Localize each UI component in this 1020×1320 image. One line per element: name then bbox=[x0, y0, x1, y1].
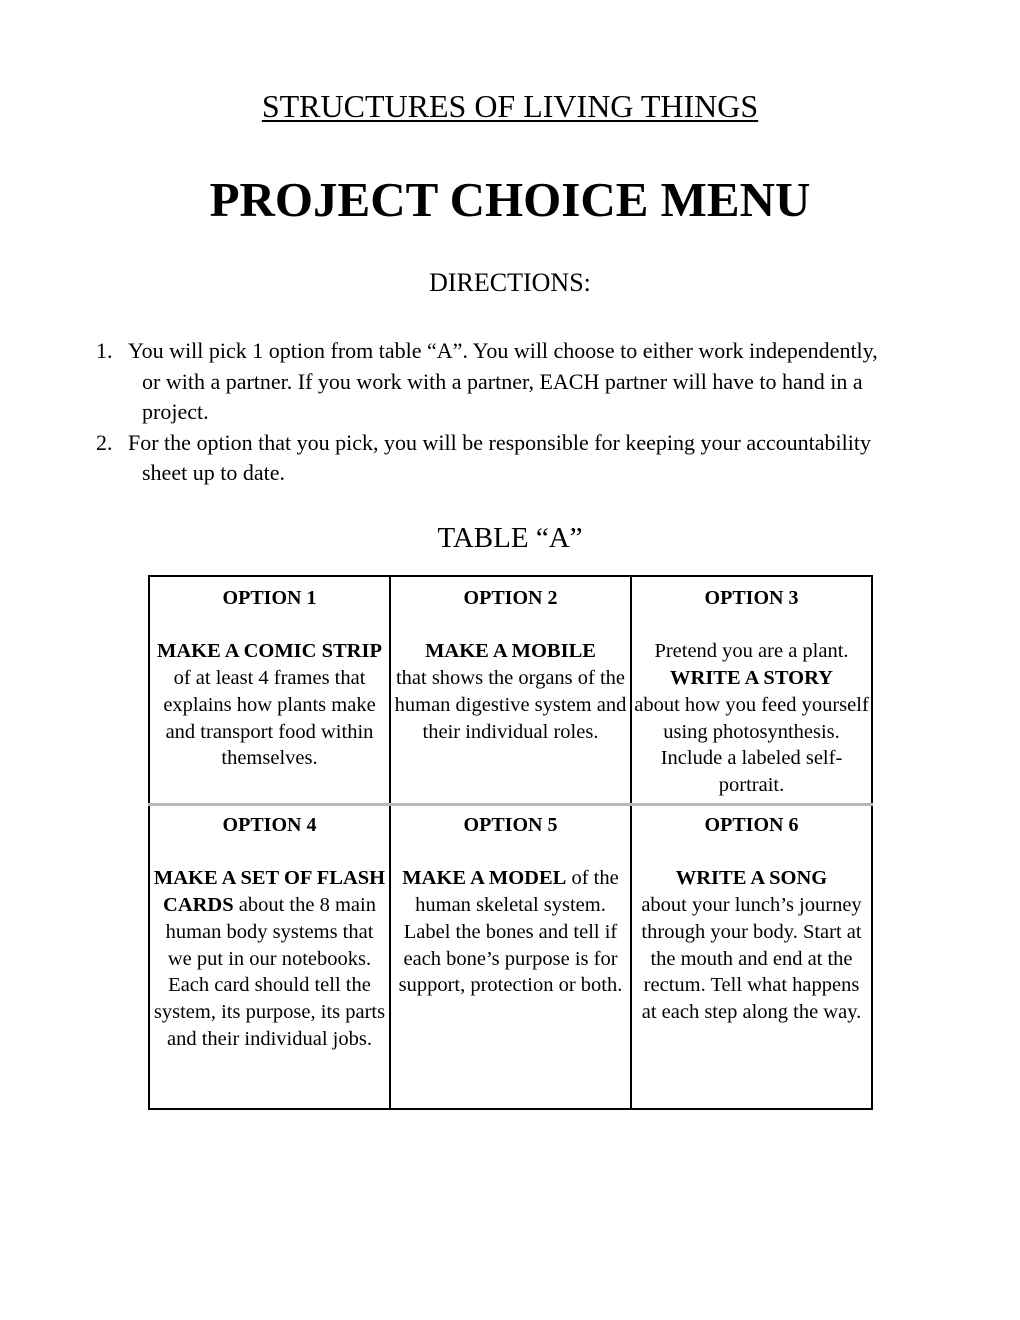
option-cell-5 bbox=[390, 805, 631, 1110]
option-task: WRITE A SONG bbox=[675, 867, 828, 890]
option-label: OPTION 2 bbox=[463, 587, 558, 609]
option-description: of at least 4 frames that explains how plants make and transport food within themselves. bbox=[163, 667, 376, 770]
option-cell-1 bbox=[149, 576, 390, 805]
option-pre-text: Pretend you are a plant. bbox=[654, 640, 849, 663]
options-table bbox=[148, 575, 873, 1110]
direction-text: For the option that you pick, you will be responsible for keeping your accountability sheet up to date. bbox=[128, 429, 871, 485]
directions-heading: DIRECTIONS: bbox=[429, 268, 591, 297]
option-cell-2 bbox=[390, 576, 631, 805]
direction-number: 2. bbox=[96, 429, 113, 455]
option-cell-3 bbox=[631, 576, 872, 805]
option-cell-6 bbox=[631, 805, 872, 1110]
table-row bbox=[149, 576, 872, 805]
document-title: PROJECT CHOICE MENU bbox=[209, 172, 811, 227]
option-task: MAKE A SET OF FLASH CARDS bbox=[153, 867, 386, 917]
directions-list bbox=[96, 336, 896, 489]
table-row bbox=[149, 805, 872, 1110]
option-description: about how you feed yourself using photosynthesis. Include a labeled self-portrait. bbox=[634, 693, 869, 796]
option-description: about the 8 main human body systems that we put in our notebooks. Each card should tell the system, its purpose, its parts and their individual jobs. bbox=[153, 894, 386, 1050]
option-description: about your lunch’s journey through your body. Start at the mouth and end at the rectum. Tell what happens at each step along the way. bbox=[641, 894, 862, 1023]
direction-item bbox=[96, 428, 896, 489]
option-description: of the human skeletal system. Label the bones and tell if each bone’s purpose is for support, protection or both. bbox=[398, 867, 623, 997]
option-label: OPTION 5 bbox=[463, 814, 558, 836]
option-label: OPTION 3 bbox=[704, 587, 799, 609]
option-label: OPTION 1 bbox=[222, 587, 317, 609]
table-title: TABLE “A” bbox=[437, 522, 583, 554]
direction-text: You will pick 1 option from table “A”. You will choose to either work independently, or with a partner. If you work with a partner, EACH partner will have to hand in a project. bbox=[128, 338, 878, 424]
option-description: that shows the organs of the human digestive system and their individual roles. bbox=[394, 667, 627, 743]
document-subtitle: STRUCTURES OF LIVING THINGS bbox=[261, 88, 759, 124]
direction-number: 1. bbox=[96, 338, 113, 363]
option-label: OPTION 6 bbox=[704, 814, 799, 836]
option-label: OPTION 4 bbox=[222, 814, 317, 836]
option-task: MAKE A MOBILE bbox=[425, 640, 596, 663]
option-cell-4 bbox=[149, 805, 390, 1110]
direction-item bbox=[96, 336, 896, 428]
option-task: MAKE A COMIC STRIP bbox=[157, 640, 382, 663]
option-task: WRITE A STORY bbox=[670, 667, 833, 690]
option-task: MAKE A MODEL bbox=[402, 867, 567, 890]
